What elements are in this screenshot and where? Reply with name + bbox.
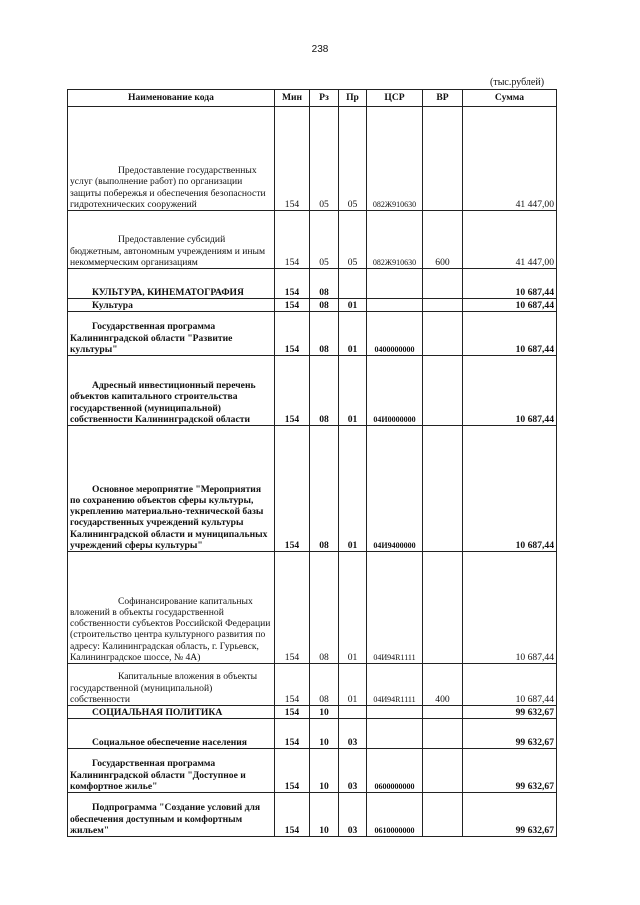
row-min: 154 [275,107,310,211]
header-pr: Пр [339,90,367,107]
row-rz: 10 [310,706,339,719]
row-rz: 10 [310,719,339,749]
row-name: Софинансирование капитальных вложений в объекты государственной собственности субъектов Российской Федерации (строительство центра культурного развития по адресу: Калининградская область, г. Гурьевск, Калининградское шоссе, № 4А) [68,552,275,664]
row-name: Капитальные вложения в объекты государственной (муниципальной) собственности [68,664,275,706]
row-sum: 99 632,67 [463,749,557,793]
row-pr: 01 [339,552,367,664]
row-csr [367,719,423,749]
row-vr [423,107,463,211]
row-pr [339,706,367,719]
row-rz: 08 [310,312,339,356]
row-name: Предоставление субсидий бюджетным, автономным учреждениям и иным некоммерческим организациям [68,211,275,269]
row-min: 154 [275,749,310,793]
row-csr: 04И0000000 [367,356,423,426]
header-csr: ЦСР [367,90,423,107]
row-min: 154 [275,356,310,426]
table-row [68,299,557,312]
row-pr: 05 [339,107,367,211]
row-rz: 08 [310,356,339,426]
row-vr [423,793,463,837]
row-min: 154 [275,706,310,719]
table-row [68,706,557,719]
table-row [68,719,557,749]
row-name: Культура [68,299,275,312]
row-rz: 08 [310,426,339,552]
row-csr: 0400000000 [367,312,423,356]
table-row [68,552,557,664]
row-vr [423,299,463,312]
row-csr: 04И94R1111 [367,552,423,664]
row-rz: 08 [310,269,339,299]
row-pr: 05 [339,211,367,269]
row-vr [423,269,463,299]
table-row [68,426,557,552]
row-min: 154 [275,312,310,356]
row-csr [367,706,423,719]
row-csr: 04И94R1111 [367,664,423,706]
header-vr: ВР [423,90,463,107]
row-vr [423,706,463,719]
row-sum: 41 447,00 [463,107,557,211]
row-csr [367,299,423,312]
row-name: КУЛЬТУРА, КИНЕМАТОГРАФИЯ [68,269,275,299]
row-min: 154 [275,552,310,664]
row-pr: 01 [339,664,367,706]
row-min: 154 [275,299,310,312]
table-row [68,749,557,793]
row-csr: 082Ж910630 [367,107,423,211]
row-pr: 03 [339,749,367,793]
row-rz: 08 [310,552,339,664]
row-min: 154 [275,719,310,749]
row-pr: 01 [339,299,367,312]
row-pr [339,269,367,299]
row-name: Адресный инвестиционный перечень объектов капитального строительства государственной (муниципальной) собственности Калининградской области [68,356,275,426]
table-header-row [68,90,557,107]
row-vr: 400 [423,664,463,706]
row-pr: 01 [339,312,367,356]
row-rz: 08 [310,299,339,312]
row-name: Государственная программа Калининградской области "Доступное и комфортное жилье" [68,749,275,793]
row-sum: 99 632,67 [463,793,557,837]
row-rz: 05 [310,107,339,211]
row-vr [423,312,463,356]
row-name: Подпрограмма "Создание условий для обеспечения доступным и комфортным жильем" [68,793,275,837]
row-name: Предоставление государственных услуг (выполнение работ) по организации защиты побережья и обеспечения безопасности гидротехнических сооружений [68,107,275,211]
row-name: СОЦИАЛЬНАЯ ПОЛИТИКА [68,706,275,719]
row-vr [423,749,463,793]
table-row [68,269,557,299]
row-name: Социальное обеспечение населения [68,719,275,749]
row-csr: 04И9400000 [367,426,423,552]
row-sum: 10 687,44 [463,426,557,552]
budget-table [67,89,557,837]
row-pr: 03 [339,719,367,749]
row-pr: 01 [339,426,367,552]
row-csr: 0610000000 [367,793,423,837]
row-name: Государственная программа Калининградской области "Развитие культуры" [68,312,275,356]
table-row [68,356,557,426]
header-rz: Рз [310,90,339,107]
row-sum: 99 632,67 [463,719,557,749]
row-pr: 01 [339,356,367,426]
row-csr: 0600000000 [367,749,423,793]
header-name: Наименование кода [68,90,275,107]
row-sum: 10 687,44 [463,312,557,356]
row-name: Основное мероприятие "Мероприятия по сохранению объектов сферы культуры, укреплению материально-технической базы государственных учреждений культуры Калининградской области и муниципальных учреждений сферы культуры" [68,426,275,552]
row-rz: 08 [310,664,339,706]
row-rz: 10 [310,793,339,837]
table-row [68,211,557,269]
page-number: 238 [311,44,329,55]
units-label: (тыс.рублей) [490,77,545,88]
row-min: 154 [275,793,310,837]
row-pr: 03 [339,793,367,837]
header-min: Мин [275,90,310,107]
row-sum: 41 447,00 [463,211,557,269]
row-min: 154 [275,211,310,269]
table-row [68,664,557,706]
header-sum: Сумма [463,90,557,107]
table-row [68,793,557,837]
table-row [68,107,557,211]
row-sum: 10 687,44 [463,552,557,664]
row-sum: 99 632,67 [463,706,557,719]
row-vr: 600 [423,211,463,269]
row-min: 154 [275,664,310,706]
row-csr: 082Ж910630 [367,211,423,269]
row-csr [367,269,423,299]
row-rz: 10 [310,749,339,793]
row-min: 154 [275,269,310,299]
row-min: 154 [275,426,310,552]
row-rz: 05 [310,211,339,269]
row-sum: 10 687,44 [463,299,557,312]
row-vr [423,356,463,426]
row-sum: 10 687,44 [463,269,557,299]
row-vr [423,719,463,749]
row-sum: 10 687,44 [463,356,557,426]
row-vr [423,552,463,664]
table-row [68,312,557,356]
row-vr [423,426,463,552]
row-sum: 10 687,44 [463,664,557,706]
